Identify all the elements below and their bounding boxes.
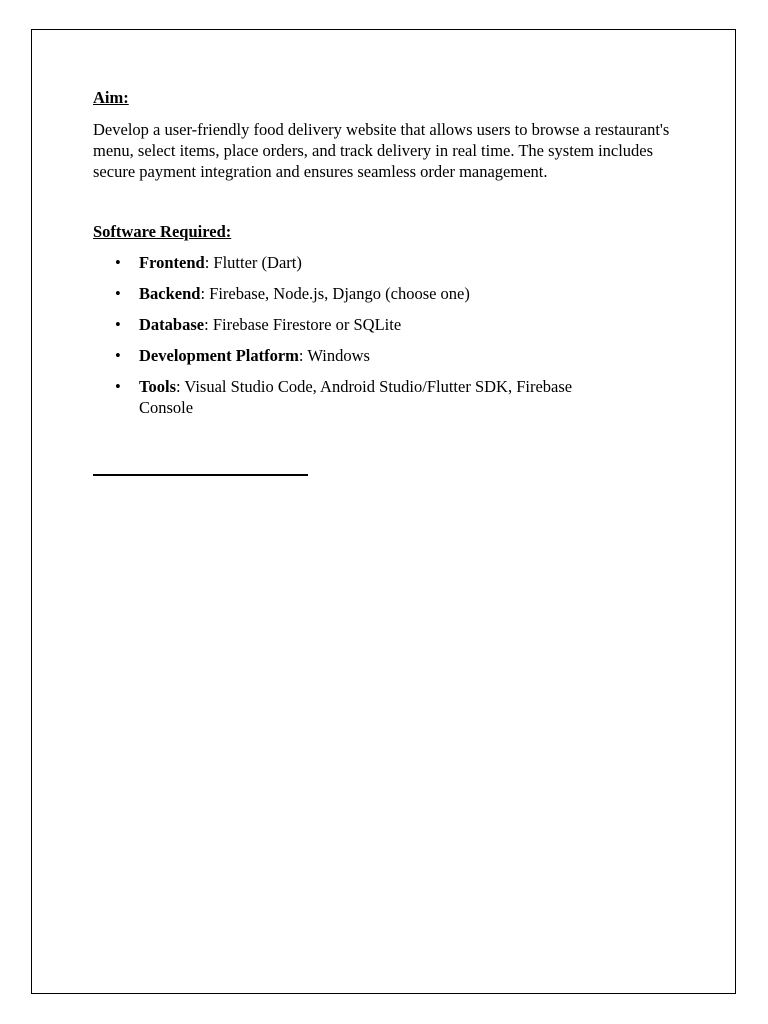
software-separator: : <box>176 377 185 396</box>
software-item-database <box>93 314 629 335</box>
software-value: Windows <box>307 346 370 365</box>
software-term: Tools <box>139 377 176 396</box>
software-separator: : <box>200 284 210 303</box>
bullet-icon: • <box>115 377 121 396</box>
aim-paragraph: Develop a user-friendly food delivery website that allows users to browse a restaurant's menu, select items, place orders, and track delivery in real time. The system includes secure payment integration and ensures seamless order management. <box>93 120 670 181</box>
document-content <box>93 87 693 428</box>
aim-heading: Aim: <box>93 88 129 107</box>
section-divider-line <box>93 474 308 476</box>
bullet-icon: • <box>115 284 121 303</box>
software-separator: : <box>204 253 214 272</box>
software-separator: : <box>204 315 213 334</box>
bullet-icon: • <box>115 253 121 272</box>
bullet-icon: • <box>115 315 121 334</box>
bullet-icon: • <box>115 346 121 365</box>
software-value: Flutter (Dart) <box>213 253 302 272</box>
software-value: Firebase, Node.js, Django (choose one) <box>209 284 470 303</box>
software-item-backend <box>93 283 629 304</box>
software-required-heading: Software Required: <box>93 222 232 241</box>
software-separator: : <box>298 346 308 365</box>
software-value: Visual Studio Code, Android Studio/Flutter SDK, Firebase Console <box>139 377 573 417</box>
software-item-tools <box>93 376 629 418</box>
software-term: Development Platform <box>139 346 299 365</box>
software-list <box>93 252 693 418</box>
software-item-frontend <box>93 252 629 273</box>
software-term: Database <box>139 315 205 334</box>
software-term: Frontend <box>139 253 205 272</box>
software-item-development-platform <box>93 345 629 366</box>
software-term: Backend <box>139 284 201 303</box>
software-value: Firebase Firestore or SQLite <box>212 315 402 334</box>
